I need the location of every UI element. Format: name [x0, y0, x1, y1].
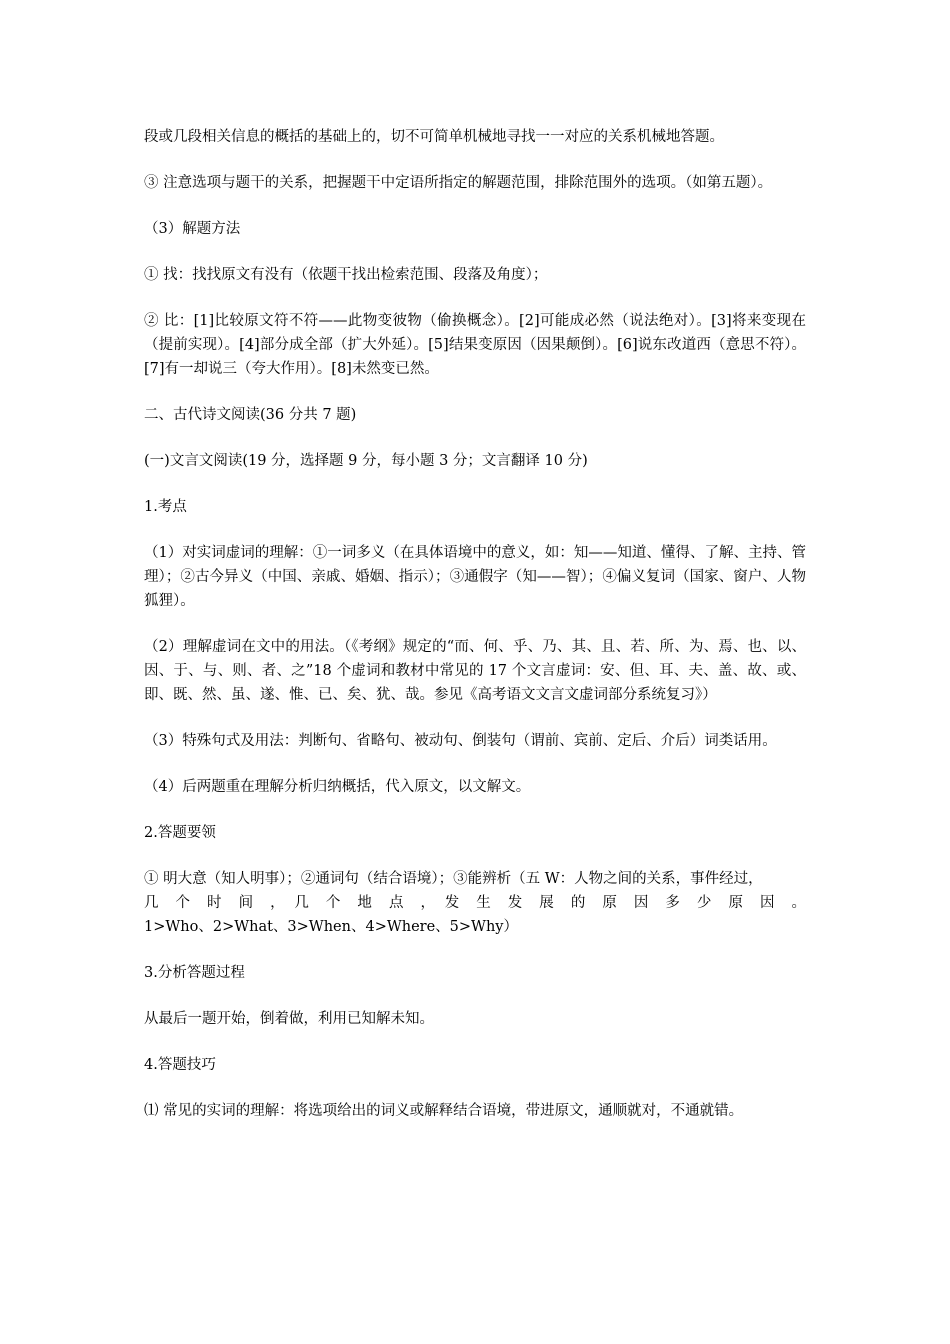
- paragraph-function-words: （2）理解虚词在文中的用法。（《考纲》规定的“而、何、乎、乃、其、且、若、所、为、焉、也、以、因、于、与、则、者、之”18 个虚词和教材中常见的 17 个文言虚词：安、但、耳、夫、盖、故、或、即、既、然、虽、遂、惟、已、矣、犹、哉。参见《高考语文文言文虚词部分系统复习》）: [144, 639, 806, 703]
- paragraph-start-from-last: 从最后一题开始，倒着做，利用已知解未知。: [144, 1011, 434, 1027]
- heading-analysis-process: 3.分析答题过程: [144, 965, 245, 981]
- heading-solving-method: （3）解题方法: [144, 221, 241, 237]
- paragraph-summary-basis: 段或几段相关信息的概括的基础上的，切不可简单机械地寻找一一对应的关系机械地答题。: [144, 129, 724, 145]
- five-w-line-1: ① 明大意（知人明事）；②通词句（结合语境）；③能辨析（五 W：人物之间的关系，事件经过，: [144, 871, 763, 887]
- five-w-line-2: 几 个 时 间 ， 几 个 地 点 ， 发 生 发 展 的 原 因 多 少 原 因 。: [144, 895, 806, 911]
- heading-ancient-poetry: 二、古代诗文阅读(36 分共 7 题): [144, 407, 357, 423]
- paragraph-content-word-tip: ⑴ 常见的实词的理解：将选项给出的词义或解释结合语境，带进原文，通顺就对，不通就错。: [144, 1103, 744, 1119]
- paragraph-compare: ② 比：[1]比较原文符不符——此物变彼物（偷换概念）。[2]可能成必然（说法绝对）。[3]将来变现在（提前实现）。[4]部分成全部（扩大外延）。[5]结果变原因（因果颠倒）。[6]说东改道西（意思不符）。[7]有一却说三（夸大作用）。[8]未然变已然。: [144, 313, 806, 377]
- five-w-line-3: 1>Who、2>What、3>When、4>Where、5>Why）: [144, 919, 518, 935]
- heading-answer-essentials: 2.答题要领: [144, 825, 216, 841]
- paragraph-content-words: （1）对实词虚词的理解：①一词多义（在具体语境中的意义，如：知——知道、懂得、了解、主持、管理）；②古今异义（中国、亲戚、婚姻、指示）；③通假字（知——智）；④偏义复词（国家、窗户、人物狐狸）。: [144, 545, 806, 609]
- heading-classical-reading: (一)文言文阅读(19 分，选择题 9 分，每小题 3 分；文言翻译 10 分): [144, 453, 588, 469]
- paragraph-find: ① 找：找找原文有没有（依题干找出检索范围、段落及角度）；: [144, 267, 548, 283]
- paragraph-five-w: [144, 867, 806, 939]
- heading-answer-skills: 4.答题技巧: [144, 1057, 216, 1073]
- paragraph-special-sentences: （3）特殊句式及用法：判断句、省略句、被动句、倒装句（谓前、宾前、定后、介后）词类话用。: [144, 733, 777, 749]
- document-body: [144, 125, 806, 1145]
- paragraph-last-two-questions: （4）后两题重在理解分析归纳概括，代入原文，以文解文。: [144, 779, 531, 795]
- paragraph-option-scope: ③ 注意选项与题干的关系，把握题干中定语所指定的解题范围，排除范围外的选项。（如第五题）。: [144, 175, 773, 191]
- heading-exam-points: 1.考点: [144, 499, 187, 515]
